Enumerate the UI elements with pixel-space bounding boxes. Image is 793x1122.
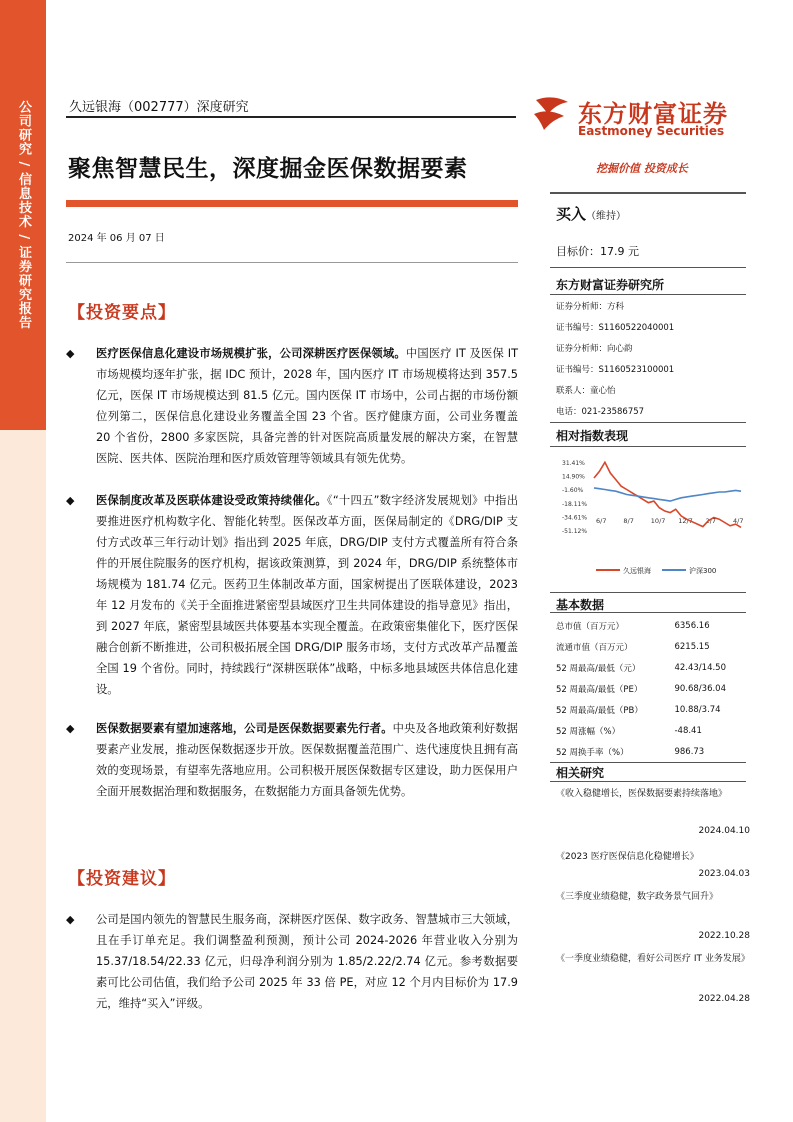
right-rule (550, 446, 746, 447)
analyst-line: 联系人：童心怡 (556, 386, 616, 396)
x-tick-label: 4/7 (733, 517, 744, 525)
key-point-3 (66, 718, 518, 802)
diamond-icon: ◆ (66, 347, 75, 360)
table-row (556, 636, 743, 657)
analyst-line: 证券分析师：方科 (556, 302, 625, 312)
right-rule (550, 592, 746, 593)
x-tick-label: 6/7 (596, 517, 607, 525)
row-value: 42.43/14.50 (674, 662, 726, 673)
legend-label: 沪深300 (689, 567, 717, 575)
suggestion-paragraph (66, 909, 518, 1014)
related-date: 2022.10.28 (698, 931, 750, 941)
rating-note: （维持） (586, 211, 627, 222)
suggestion-body: 公司是国内领先的智慧民生服务商，深耕医疗医保、数字政务、智慧城市三大领域，且在手订单充足。我们调整盈利预测，预计公司 2024-2026 年营业收入分别为 15.37/18.54/22.33 亿元，归母净利润分别为 1.85/2.22/2.74 亿元。参考数据要素可比公司估值，我们给予公司 2025 年 33 倍 PE，对应 12 个月内目标价为 17.9 元，维持“买入”评级。 (96, 913, 518, 1010)
x-tick-label: 12/7 (678, 517, 693, 525)
legend-label: 久远银海 (623, 567, 651, 575)
sidebar-label: 公司研究 / 信息技术 / 证券研究报告 (16, 100, 31, 330)
row-label: 总市值（百万元） (556, 621, 625, 632)
related-date: 2023.04.03 (698, 869, 750, 879)
key-point-lead: 医保制度改革及医联体建设受政策持续催化。 (96, 494, 327, 507)
report-header: 久远银海（002777）深度研究 (69, 100, 249, 115)
table-row (556, 657, 743, 678)
right-rule (550, 762, 746, 763)
title-bar (66, 200, 518, 207)
header-rule (66, 116, 516, 118)
x-tick-label: 8/7 (623, 517, 634, 525)
row-label: 52 周涨幅（%） (556, 726, 621, 737)
series-line-index (594, 488, 741, 501)
page-title: 聚焦智慧民生，深度掘金医保数据要素 (68, 156, 468, 182)
right-rule (550, 422, 746, 423)
key-point-body: 中国医疗 IT 及医保 IT 市场规模均逐年扩张，据 IDC 预计，2028 年，国内医疗 IT 市场规模将达到 357.5 亿元，医保 IT 市场规模达到 81.5 亿元。国内医保 IT 市场中，公司占据的市场份额位列第二，医保信息化建设业务覆盖全国 23 个省。医疗健康方面，公司业务覆盖 20 个省份，2800 多家医院，具备完善的针对医院高质量发展的解决方案，在智慧医院、医共体、医院治理和医疗质效管理等领域具有领先优势。 (96, 347, 518, 465)
related-item[interactable]: 《一季度业绩稳健，看好公司医疗 IT 业务发展》 (556, 954, 750, 964)
table-row (556, 678, 743, 699)
date-rule (66, 262, 518, 263)
key-point-body: 《“十四五”数字经济发展规划》中指出要推进医疗机构数字化、智能化转型。医保改革方面，医保局制定的《DRG/DIP 支付方式改革三年行动计划》指出到 2025 年底，DRG/DIP 支付方式覆盖所有符合条件的开展住院服务的医疗机构，据该政策测算，到 2024 年，DRG/DIP 系统整体市场规模为 181.74 亿元。医药卫生体制改革方面，国家树提出了医联体建设，2023 年 12 月发布的《关于全面推进紧密型县域医疗卫生共同体建设的指导意见》指出，到 2027 年底，紧密型县域医共体要基本实现全覆盖。在政策密集催化下，医疗医保融合创新不断推进，公司积极拓展全国 DRG/DIP 服务市场，支付方式改革产品覆盖全国 19 个省份。同时，持续践行“深耕医联体”战略，中标多地县域医共体信息化建设。 (96, 494, 518, 696)
key-points-heading: 【投资要点】 (68, 303, 176, 323)
rating (556, 203, 626, 224)
related-date: 2022.04.28 (698, 994, 750, 1004)
diamond-icon: ◆ (66, 722, 75, 735)
key-point-1 (66, 343, 518, 469)
basic-data-heading: 基本数据 (556, 598, 605, 612)
right-rule-top (550, 192, 746, 194)
row-value: 90.68/36.04 (674, 683, 726, 694)
diamond-icon: ◆ (66, 913, 75, 926)
right-rule (550, 781, 746, 782)
chart-title: 相对指数表现 (556, 429, 629, 443)
analyst-line: 电话：021-23586757 (556, 407, 645, 417)
analyst-line: 证书编号：S1160523100001 (556, 365, 675, 375)
key-point-2 (66, 490, 518, 700)
y-tick-label: -51.12% (562, 528, 588, 535)
right-rule (550, 612, 746, 613)
right-rule (550, 267, 746, 268)
brand-name: 东方财富证券 (578, 100, 728, 128)
table-row (556, 699, 743, 720)
diamond-icon: ◆ (66, 494, 75, 507)
y-tick-label: -34.61% (562, 514, 588, 522)
key-point-body: 中央及各地政策利好数据要素产业发展，推动医保数据逐步开放。医保数据覆盖范围广、迭代速度快且拥有高效的变现场景，有望率先落地应用。公司积极开展医保数据专区建设，助力医保用户全面开展数据治理和数据服务，在数据能力方面具备领先优势。 (96, 722, 518, 798)
row-value: 6215.15 (674, 641, 710, 652)
table-row (556, 720, 743, 741)
y-tick-label: -1.60% (562, 487, 584, 495)
row-value: 6356.16 (674, 620, 710, 631)
row-label: 52 周换手率（%） (556, 747, 629, 758)
related-date: 2024.04.10 (698, 826, 750, 836)
key-point-lead: 医疗医保信息化建设市场规模扩张，公司深耕医疗医保领域。 (96, 347, 406, 360)
y-tick-label: 14.90% (562, 473, 585, 481)
table-row (556, 615, 743, 636)
related-heading: 相关研究 (556, 766, 605, 780)
related-item[interactable]: 《2023 医疗医保信息化稳健增长》 (556, 852, 699, 862)
basic-data-table (556, 615, 743, 762)
x-tick-label: 2/7 (705, 517, 717, 525)
target-price: 目标价：17.9 元 (556, 245, 639, 258)
row-label: 52 周最高/最低（PE） (556, 684, 643, 695)
row-value: 986.73 (674, 746, 705, 757)
brand-name-en: Eastmoney Securities (578, 124, 725, 138)
table-row (556, 741, 743, 762)
relative-index-chart (556, 452, 746, 582)
key-point-lead: 医保数据要素有望加速落地，公司是医保数据要素先行者。 (96, 722, 393, 735)
brand-logo-icon (530, 92, 574, 136)
y-tick-label: 31.41% (562, 460, 585, 467)
brand-slogan: 挖掘价值 投资成长 (596, 162, 688, 175)
row-label: 流通市值（百万元） (556, 642, 633, 653)
x-tick-label: 10/7 (650, 517, 666, 525)
row-value: -48.41 (674, 725, 702, 736)
row-label: 52 周最高/最低（PB） (556, 705, 643, 716)
related-item[interactable]: 《三季度业绩稳健，数字政务景气回升》 (556, 892, 719, 902)
related-item[interactable]: 《收入稳健增长，医保数据要素持续落地》 (556, 789, 728, 799)
rating-label: 买入 (556, 205, 587, 223)
suggestion-heading: 【投资建议】 (68, 869, 176, 889)
analyst-line: 证书编号：S1160522040001 (556, 323, 675, 333)
row-label: 52 周最高/最低（元） (556, 663, 641, 674)
row-value: 10.88/3.74 (674, 704, 721, 715)
institute-name: 东方财富证券研究所 (556, 278, 665, 292)
series-line-company (594, 462, 744, 527)
right-rule (550, 294, 746, 295)
report-date: 2024 年 06 月 07 日 (68, 233, 165, 244)
analyst-line: 证券分析师：向心韵 (556, 344, 633, 354)
y-tick-label: -18.11% (562, 500, 588, 508)
